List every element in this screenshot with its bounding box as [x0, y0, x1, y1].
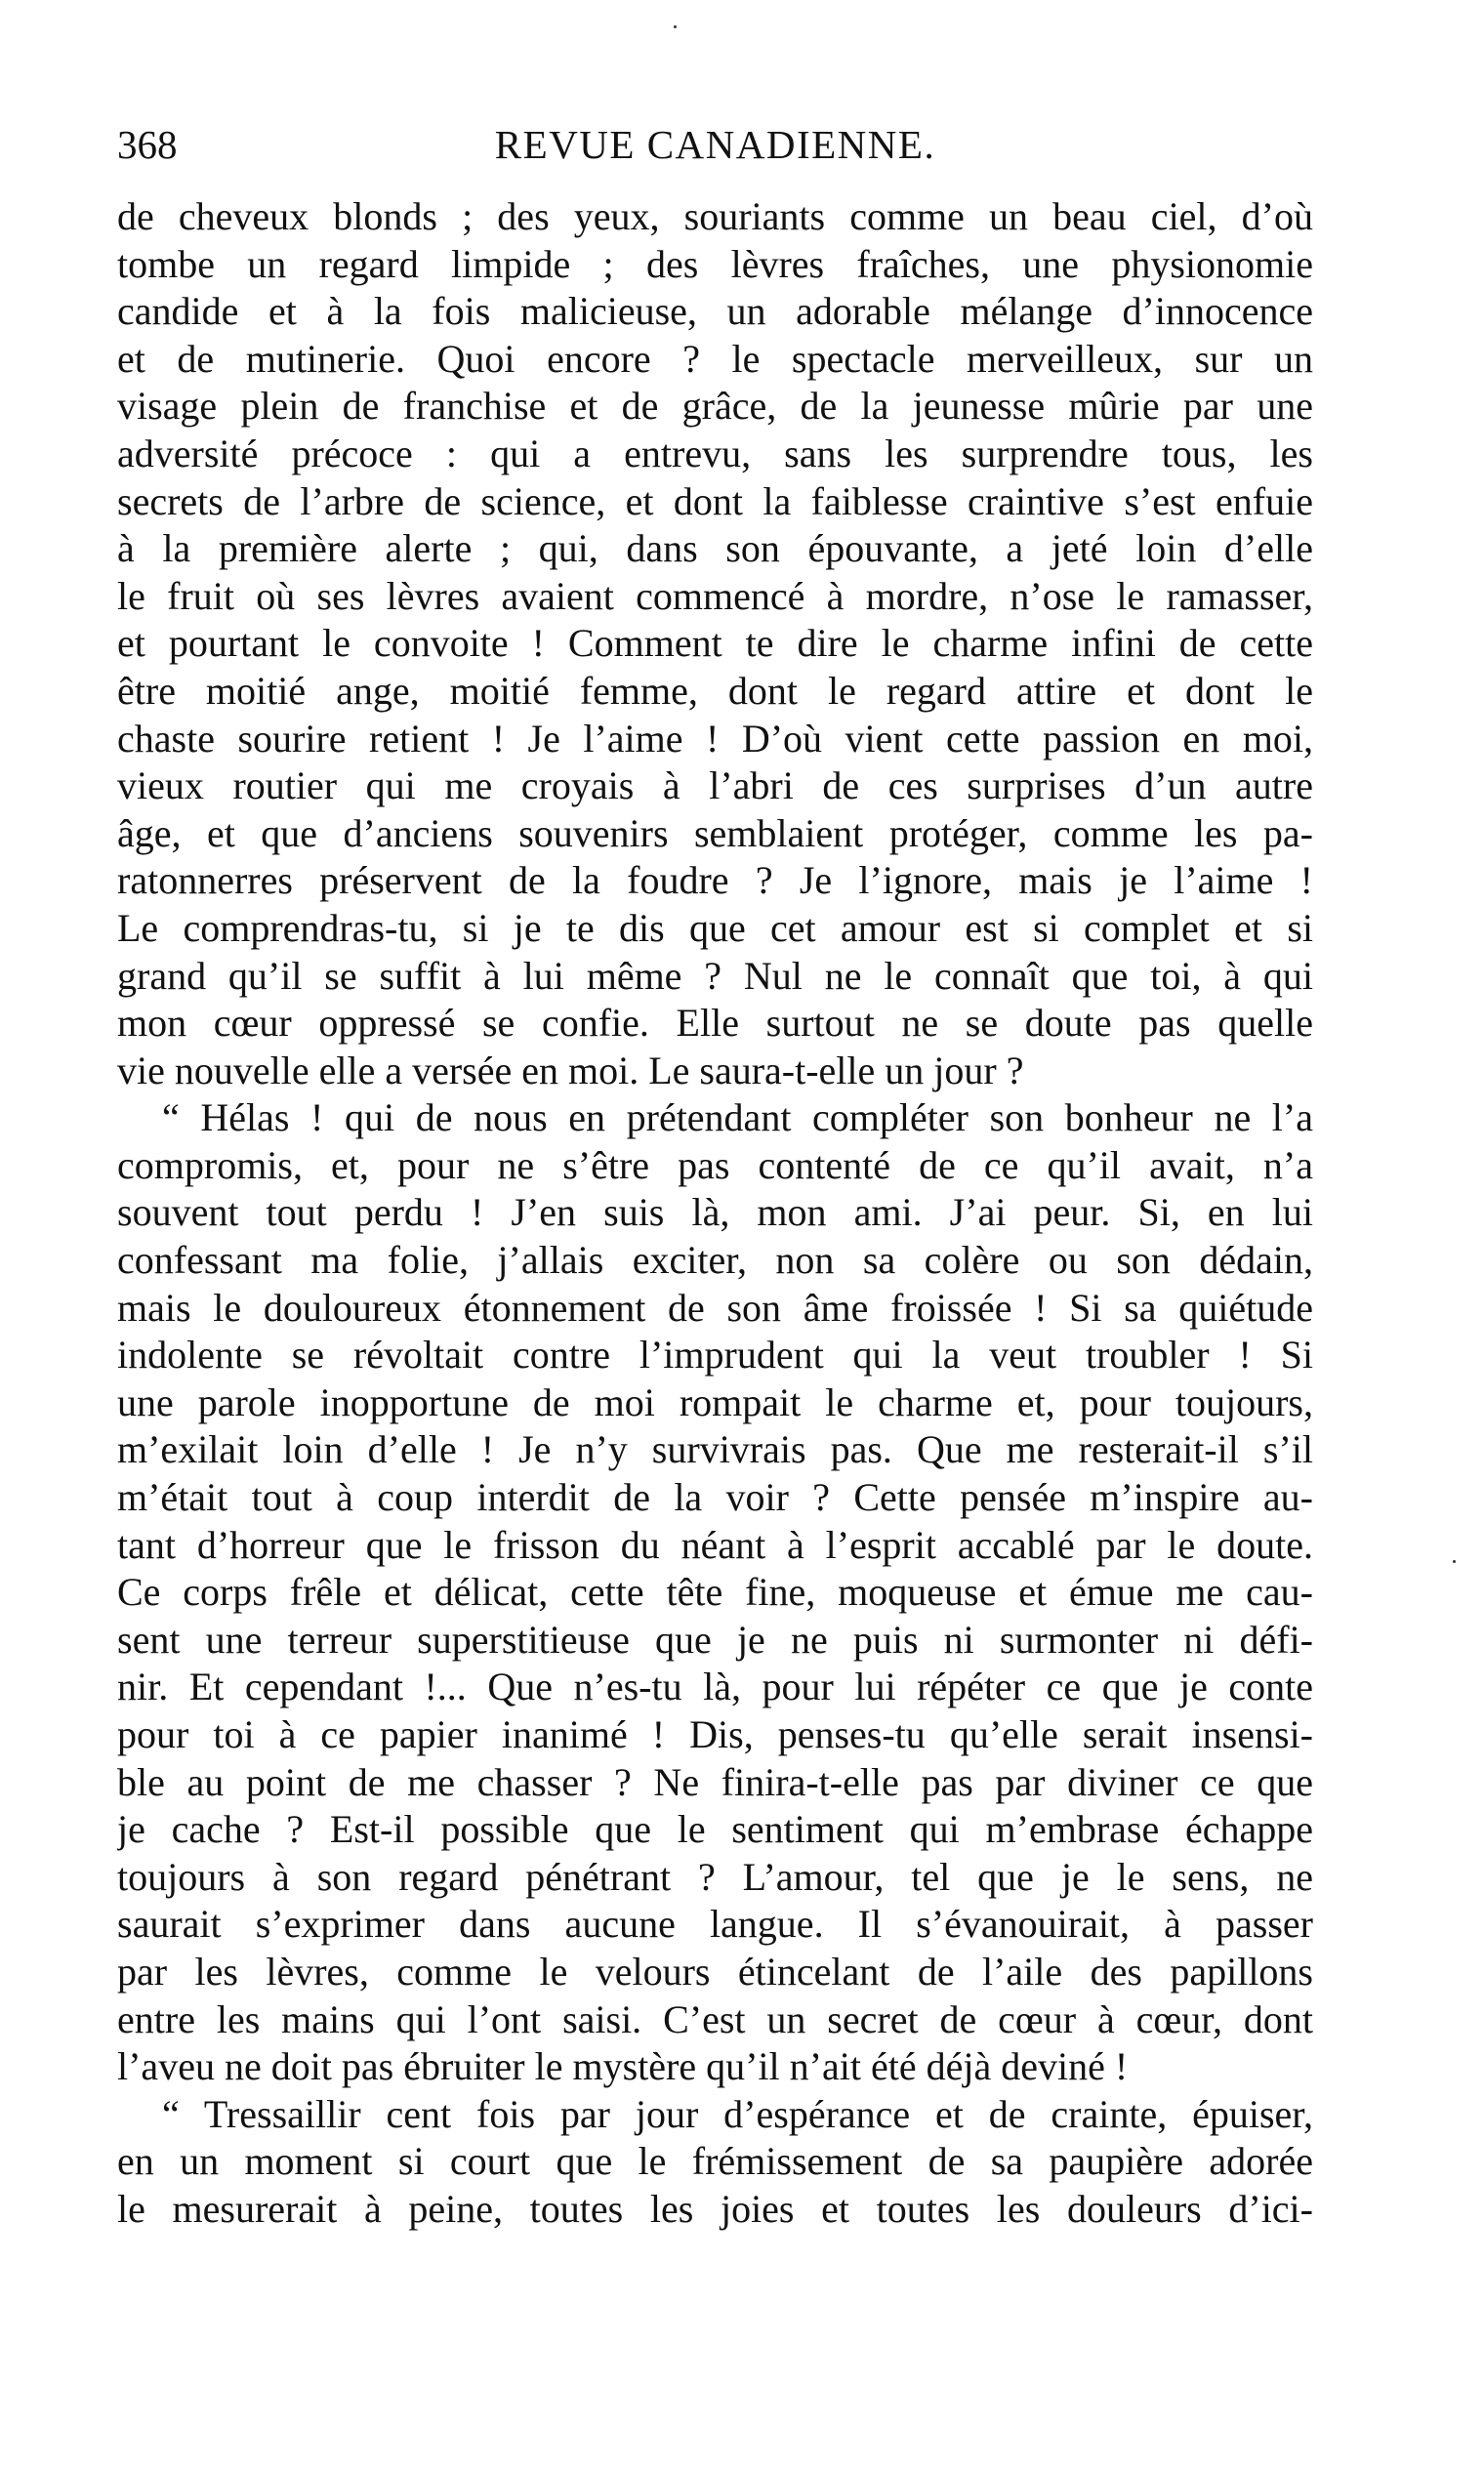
text-line: âge, et que d’anciens souvenirs semblaient protéger, comme les pa-: [117, 810, 1313, 855]
text-line: Ce corps frêle et délicat, cette tête fine, moqueuse et émue me cau-: [117, 1570, 1313, 1615]
body-text: [117, 193, 1313, 2234]
text-line: pour toi à ce papier inanimé ! Dis, penses-tu qu’elle serait insensi-: [117, 1712, 1313, 1756]
text-line: visage plein de franchise et de grâce, de la jeunesse mûrie par une: [117, 384, 1313, 429]
text-line: Le comprendras-tu, si je te dis que cet amour est si complet et si: [117, 905, 1313, 950]
text-line: confessant ma folie, j’allais exciter, non sa colère ou son dédain,: [117, 1238, 1313, 1283]
text-line: l’aveu ne doit pas ébruiter le mystère qu’il n’ait été déjà deviné !: [117, 2044, 1129, 2089]
text-line: candide et à la fois malicieuse, un adorable mélange d’innocence: [117, 289, 1313, 334]
text-line: de cheveux blonds ; des yeux, souriants comme un beau ciel, d’où: [117, 194, 1313, 238]
text-line: m’exilait loin d’elle ! Je n’y survivrais pas. Que me resterait-il s’il: [117, 1427, 1313, 1472]
text-line: adversité précoce : qui a entrevu, sans les surprendre tous, les: [117, 431, 1313, 475]
text-line: mon cœur oppressé se confie. Elle surtout ne se doute pas quelle: [117, 1001, 1313, 1046]
journal-title: REVUE CANADIENNE.: [494, 122, 936, 167]
text-line: être moitié ange, moitié femme, dont le regard attire et dont le: [117, 668, 1313, 713]
page-number: 368: [117, 122, 178, 167]
text-line: nir. Et cependant !... Que n’es-tu là, pour lui répéter ce que je conte: [117, 1665, 1313, 1709]
text-line: m’était tout à coup interdit de la voir ? Cette pensée m’inspire au-: [117, 1475, 1313, 1520]
running-head: [117, 115, 1313, 174]
text-line: grand qu’il se suffit à lui même ? Nul ne le connaît que toi, à qui: [117, 953, 1313, 998]
ink-speck: [674, 25, 677, 28]
text-line: “ Hélas ! qui de nous en prétendant compléter son bonheur ne l’a: [162, 1095, 1313, 1140]
text-line: indolente se révoltait contre l’imprudent qui la veut troubler ! Si: [117, 1333, 1313, 1378]
text-line: entre les mains qui l’ont saisi. C’est un secret de cœur à cœur, dont: [117, 1996, 1313, 2041]
text-line: sent une terreur superstitieuse que je ne puis ni surmonter ni défi-: [117, 1617, 1313, 1662]
text-line: et pourtant le convoite ! Comment te dire le charme infini de cette: [117, 621, 1313, 666]
text-line: toujours à son regard pénétrant ? L’amour, tel que je le sens, ne: [117, 1854, 1313, 1899]
text-line: en un moment si court que le frémissement de sa paupière adorée: [117, 2139, 1313, 2184]
text-line: à la première alerte ; qui, dans son épouvante, a jeté loin d’elle: [117, 526, 1313, 571]
text-line: par les lèvres, comme le velours étincelant de l’aile des papillons: [117, 1949, 1313, 1994]
printed-page: [117, 115, 1313, 2234]
text-line: vieux routier qui me croyais à l’abri de ces surprises d’un autre: [117, 763, 1313, 808]
ink-speck: [1453, 1560, 1456, 1563]
text-line: le mesurerait à peine, toutes les joies et toutes les douleurs d’ici-: [117, 2186, 1313, 2231]
text-line: “ Tressaillir cent fois par jour d’espérance et de crainte, épuiser,: [162, 2091, 1313, 2136]
text-line: mais le douloureux étonnement de son âme froissée ! Si sa quiétude: [117, 1285, 1313, 1330]
text-line: le fruit où ses lèvres avaient commencé à mordre, n’ose le ramasser,: [117, 573, 1313, 618]
text-line: compromis, et, pour ne s’être pas contenté de ce qu’il avait, n’a: [117, 1142, 1313, 1187]
text-line: chaste sourire retient ! Je l’aime ! D’où vient cette passion en moi,: [117, 716, 1313, 761]
text-line: souvent tout perdu ! J’en suis là, mon ami. J’ai peur. Si, en lui: [117, 1190, 1313, 1235]
text-line: saurait s’exprimer dans aucune langue. Il s’évanouirait, à passer: [117, 1902, 1313, 1947]
text-line: ble au point de me chasser ? Ne finira-t-elle pas par diviner ce que: [117, 1759, 1313, 1804]
text-line: tant d’horreur que le frisson du néant à l’esprit accablé par le doute.: [117, 1522, 1313, 1567]
text-line: je cache ? Est-il possible que le sentiment qui m’embrase échappe: [117, 1807, 1313, 1852]
text-line: ratonnerres préservent de la foudre ? Je l’ignore, mais je l’aime !: [117, 858, 1313, 903]
text-line: secrets de l’arbre de science, et dont la faiblesse craintive s’est enfuie: [117, 478, 1313, 523]
text-line: tombe un regard limpide ; des lèvres fraîches, une physionomie: [117, 241, 1313, 286]
text-line: une parole inopportune de moi rompait le charme et, pour toujours,: [117, 1379, 1313, 1424]
text-line: et de mutinerie. Quoi encore ? le spectacle merveilleux, sur un: [117, 336, 1313, 381]
text-line: vie nouvelle elle a versée en moi. Le saura-t-elle un jour ?: [117, 1048, 1024, 1092]
